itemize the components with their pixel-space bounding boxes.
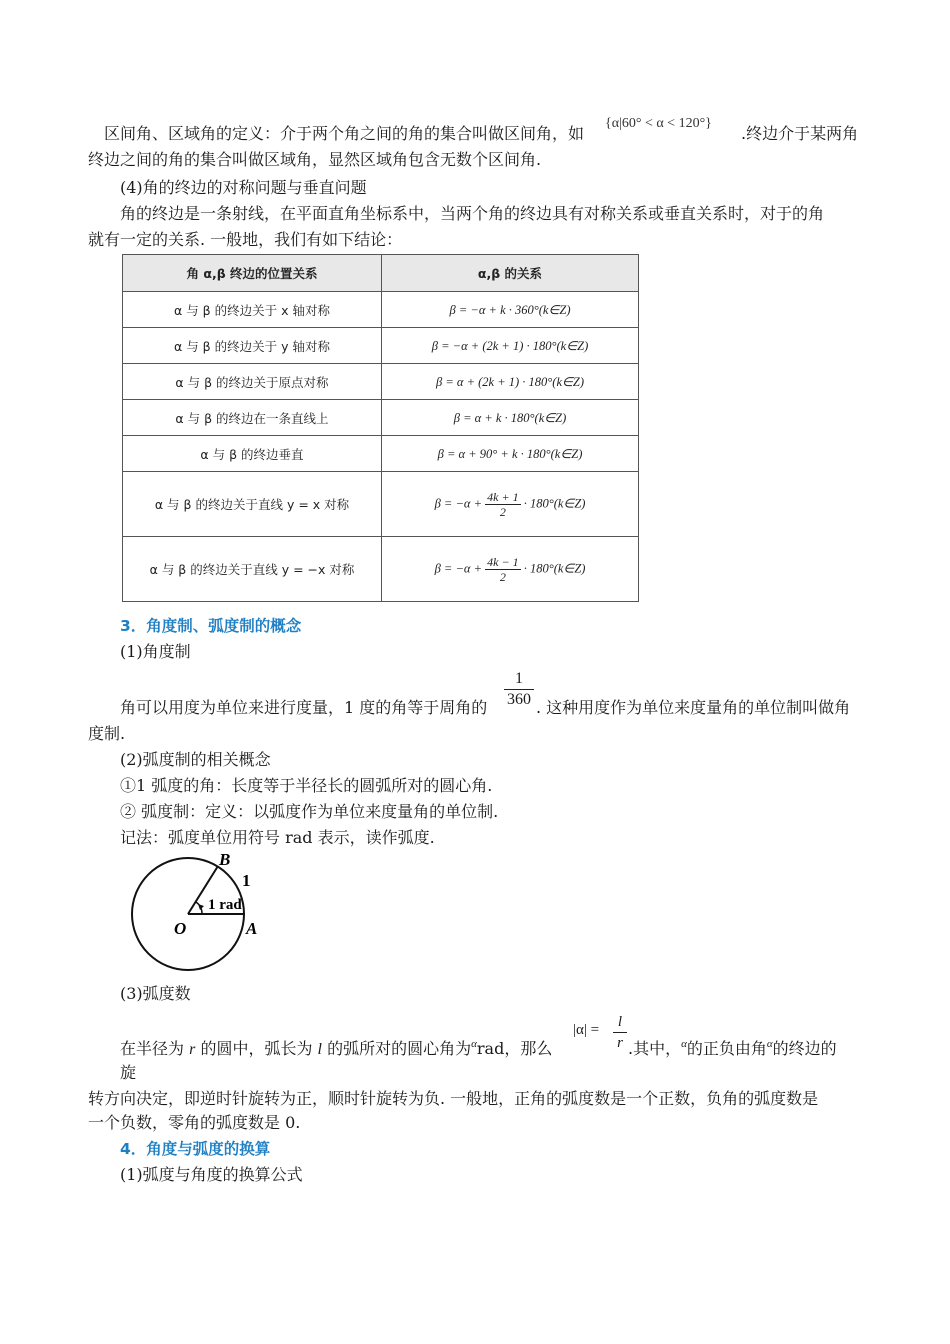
table-cell-position: α 与 β 的终边关于 y 轴对称 — [123, 328, 382, 364]
radian-item-2: ② 弧度制：定义：以弧度作为单位来度量角的单位制. — [120, 802, 499, 821]
degree-def-text-a: 角可以用度为单位来进行度量，1 度的角等于周角的 — [120, 698, 488, 717]
fraction-denominator: 2 — [499, 569, 506, 584]
one-over-360-fraction — [504, 669, 534, 710]
angle-relation-table — [122, 254, 639, 602]
label-angle-1rad: 1 rad — [208, 897, 242, 913]
table-cell-position: α 与 β 的终边关于直线 y = x 对称 — [123, 472, 382, 537]
conversion-formula-subheading: (1)弧度与角度的换算公式 — [120, 1165, 303, 1184]
radian-concepts-subheading: (2)弧度制的相关概念 — [120, 750, 271, 769]
radian-number-line-4: 一个负数，零角的弧度数是 0. — [88, 1113, 301, 1132]
subheading-4: (4)角的终边的对称问题与垂直问题 — [120, 178, 367, 197]
fraction-numerator: 1 — [504, 669, 534, 690]
fraction-denominator: 360 — [507, 691, 531, 708]
rn-r: r — [189, 1041, 196, 1058]
radian-notation: 记法：弧度单位用符号 rad 表示，读作弧度. — [120, 828, 435, 847]
relation-prefix: β = −α + — [434, 560, 483, 575]
rn-text-4: rad，那么 — [476, 1039, 553, 1058]
rn-text-1: 在半径为 — [120, 1039, 185, 1058]
degree-system-subheading: (1)角度制 — [120, 642, 191, 661]
table-row — [123, 436, 639, 472]
fraction-denominator: r — [617, 1035, 623, 1051]
fraction-denominator: 2 — [499, 504, 506, 519]
table-cell-relation — [382, 472, 639, 537]
interval-text-b: .终边介于某两角 — [741, 124, 859, 143]
table-row — [123, 472, 639, 537]
radian-number-line-1-tail — [628, 1038, 868, 1062]
table-header-row — [123, 255, 639, 292]
table-row — [123, 328, 639, 364]
degree-def-text-b: . 这种用度作为单位来度量角的单位制叫做角 — [536, 698, 851, 717]
table-cell-relation: β = −α + (2k + 1) · 180°(k∈Z) — [382, 328, 639, 364]
rn-alpha-2: α — [681, 1038, 687, 1050]
table-cell-relation: β = α + 90° + k · 180°(k∈Z) — [382, 436, 639, 472]
rn-text-7: 的终边的 — [772, 1039, 837, 1058]
table-cell-position: α 与 β 的终边在一条直线上 — [123, 400, 382, 436]
table-row — [123, 364, 639, 400]
abs-alpha: |α| = — [573, 1022, 600, 1038]
radian-item-1: ①1 弧度的角：长度等于半径长的圆弧所对的圆心角. — [120, 776, 493, 795]
rn-text-5: .其中， — [628, 1039, 682, 1058]
l-over-r-fraction — [613, 1012, 627, 1053]
table-header-relation: α,β 的关系 — [382, 255, 639, 292]
rn-text-2: 的圆中，弧长为 — [200, 1039, 313, 1058]
interval-text-a: 区间角、区域角的定义：介于两个角之间的角的集合叫做区间角，如 — [104, 124, 585, 143]
relation-suffix: · 180°(k∈Z) — [523, 495, 586, 510]
table-cell-relation — [382, 537, 639, 602]
interval-line-2: 终边之间的角的集合叫做区域角，显然区域角包含无数个区间角. — [88, 150, 542, 169]
rn-text-6: 的正负由角 — [686, 1039, 767, 1058]
relation-fraction — [485, 555, 520, 584]
rn-alpha-3: α — [766, 1038, 773, 1050]
rn-text-3: 的弧所对的圆心角为 — [327, 1039, 472, 1058]
table-cell-position: α 与 β 的终边垂直 — [123, 436, 382, 472]
section-3-heading: 3．角度制、弧度制的概念 — [120, 617, 302, 635]
fraction-numerator: 4k − 1 — [487, 554, 519, 569]
table-cell-position: α 与 β 的终边关于原点对称 — [123, 364, 382, 400]
table-cell-relation: β = α + (2k + 1) · 180°(k∈Z) — [382, 364, 639, 400]
radian-number-line-3: 转方向决定，即逆时针旋转为正，顺时针旋转为负. 一般地，正角的弧度数是一个正数，负角的弧度数是 — [88, 1089, 819, 1108]
table-cell-relation: β = α + k · 180°(k∈Z) — [382, 400, 639, 436]
radian-number-line-2: 旋 — [120, 1063, 137, 1082]
radian-number-subheading: (3)弧度数 — [120, 984, 191, 1003]
fraction-numerator: l — [613, 1012, 627, 1033]
label-arc-length: 1 — [242, 871, 251, 890]
relation-fraction — [485, 490, 520, 519]
table-row — [123, 292, 639, 328]
interval-set-expression: {α|60° < α < 120°} — [605, 116, 712, 131]
label-o: O — [174, 919, 187, 938]
table-row — [123, 400, 639, 436]
one-radian-diagram — [120, 848, 270, 978]
degree-def-line-2: 度制. — [88, 724, 126, 743]
table-cell-position: α 与 β 的终边关于 x 轴对称 — [123, 292, 382, 328]
table-header-position: 角 α,β 终边的位置关系 — [123, 255, 382, 292]
rn-alpha: α — [471, 1038, 477, 1050]
relation-suffix: · 180°(k∈Z) — [523, 560, 586, 575]
fraction-numerator: 4k + 1 — [487, 489, 519, 504]
rn-l: l — [317, 1041, 322, 1058]
section-4-heading: 4．角度与弧度的换算 — [120, 1140, 271, 1158]
table-cell-position: α 与 β 的终边关于直线 y = −x 对称 — [123, 537, 382, 602]
label-a: A — [246, 919, 258, 938]
table-cell-relation: β = −α + k · 360°(k∈Z) — [382, 292, 639, 328]
relation-prefix: β = −α + — [434, 495, 483, 510]
symmetry-line-2: 就有一定的关系. 一般地，我们有如下结论： — [88, 230, 403, 249]
label-b: B — [219, 850, 231, 869]
table-row — [123, 537, 639, 602]
symmetry-line-1: 角的终边是一条射线，在平面直角坐标系中，当两个角的终边具有对称关系或垂直关系时，对于的角 — [120, 204, 825, 223]
